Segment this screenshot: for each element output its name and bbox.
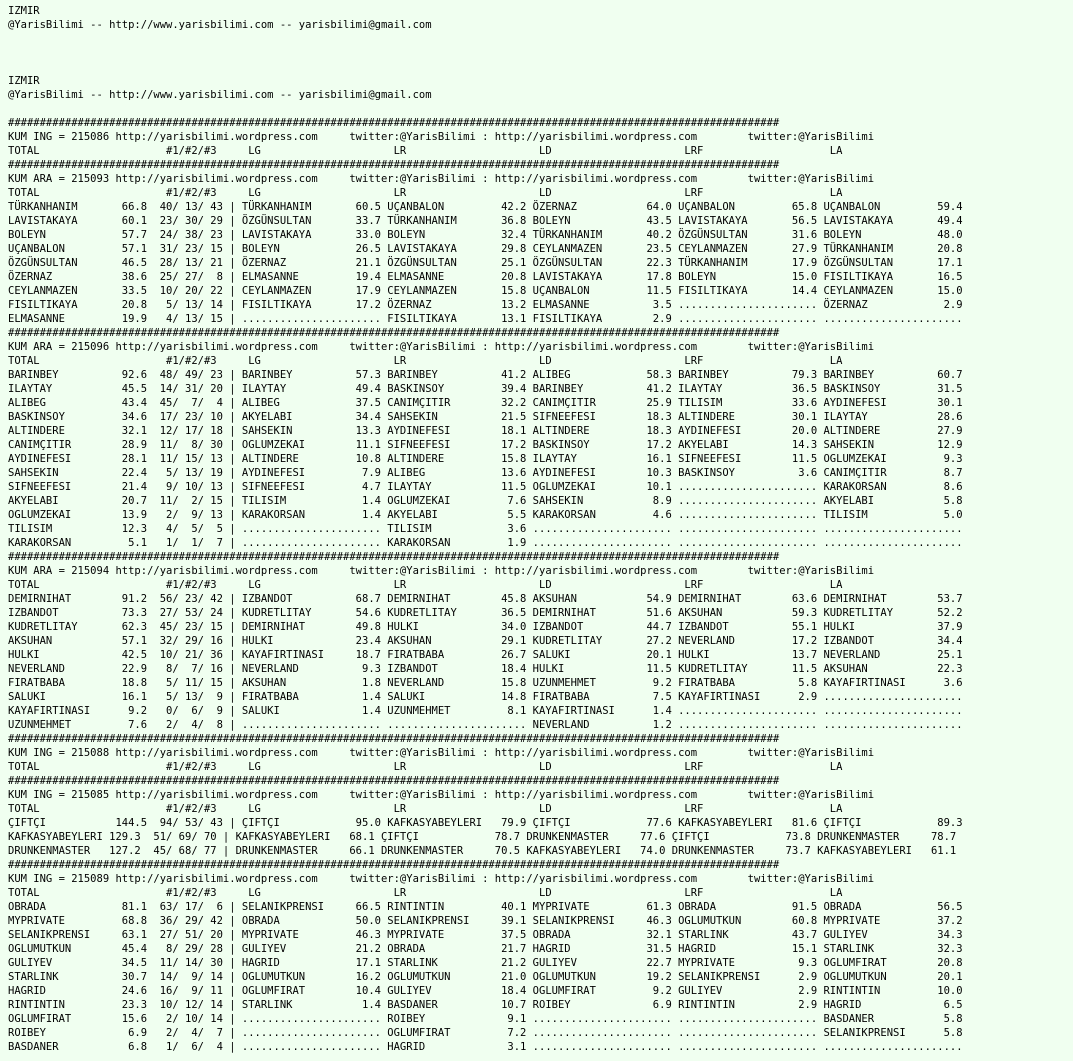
text-line: ÖZGÜNSULTAN 46.5 28/ 13/ 21 | ÖZERNAZ 21.1 ÖZGÜNSULTAN 25.1 ÖZGÜNSULTAN 22.3 TÜRKANHANIM 17.9 ÖZGÜNSULTAN 17.1	[8, 257, 963, 269]
text-line: ALIBEG 43.4 45/ 7/ 4 | ALIBEG 37.5 CANIMÇITIR 32.2 CANIMÇITIR 25.9 TILISIM 33.6 AYDINEFESI 30.1	[8, 397, 963, 409]
text-line: ROIBEY 6.9 2/ 4/ 7 | ...................... OGLUMFIRAT 7.2 ...................... ...................... SELANIKPRENSI 5.8	[8, 1027, 963, 1039]
text-line: ##########################################################################################################################	[8, 117, 780, 129]
text-line	[8, 32, 1073, 46]
text-line: OGLUMZEKAI 13.9 2/ 9/ 13 | KARAKORSAN 1.4 AKYELABI 5.5 KARAKORSAN 4.6 ...................... TILISIM 5.0	[8, 509, 963, 521]
text-line: TILISIM 12.3 4/ 5/ 5 | ...................... TILISIM 3.6 ...................... ...................... ......................	[8, 523, 963, 535]
text-line: OGLUMUTKUN 45.4 8/ 29/ 28 | GULIYEV 21.2 OBRADA 21.7 HAGRID 31.5 HAGRID 15.1 STARLINK 32.3	[8, 943, 963, 955]
text-line: RINTINTIN 23.3 10/ 12/ 14 | STARLINK 1.4 BASDANER 10.7 ROIBEY 6.9 RINTINTIN 2.9 HAGRID 6.5	[8, 999, 963, 1011]
text-line: BASKINSOY 34.6 17/ 23/ 10 | AKYELABI 34.4 SAHSEKIN 21.5 SIFNEEFESI 18.3 ALTINDERE 30.1 ILAYTAY 28.6	[8, 411, 963, 423]
text-line: @YarisBilimi -- http://www.yarisbilimi.com -- yarisbilimi@gmail.com	[8, 89, 432, 101]
text-line: TOTAL #1/#2/#3 LG LR LD LRF LA	[8, 187, 843, 199]
text-line: LAVISTAKAYA 60.1 23/ 30/ 29 | ÖZGÜNSULTAN 33.7 TÜRKANHANIM 36.8 BOLEYN 43.5 LAVISTAKAYA 56.5 LAVISTAKAYA 49.4	[8, 215, 963, 227]
text-line: KUM ING = 215085 http://yarisbilimi.wordpress.com twitter:@YarisBilimi : http://yarisbilimi.wordpress.com twitter:@YarisBilimi	[8, 789, 875, 801]
text-line: FISILTIKAYA 20.8 5/ 13/ 14 | FISILTIKAYA 17.2 ÖZERNAZ 13.2 ELMASANNE 3.5 ...................... ÖZERNAZ 2.9	[8, 299, 963, 311]
text-line: KUM ARA = 215096 http://yarisbilimi.wordpress.com twitter:@YarisBilimi : http://yarisbilimi.wordpress.com twitter:@YarisBilimi	[8, 341, 875, 353]
text-line: SAHSEKIN 22.4 5/ 13/ 19 | AYDINEFESI 7.9 ALIBEG 13.6 AYDINEFESI 10.3 BASKINSOY 3.6 CANIMÇITIR 8.7	[8, 467, 963, 479]
text-line	[8, 60, 1073, 74]
text-line: SIFNEEFESI 21.4 9/ 10/ 13 | SIFNEEFESI 4.7 ILAYTAY 11.5 OGLUMZEKAI 10.1 ...................... KARAKORSAN 8.6	[8, 481, 963, 493]
text-line: ELMASANNE 19.9 4/ 13/ 15 | ...................... FISILTIKAYA 13.1 FISILTIKAYA 2.9 ...................... ......................	[8, 313, 963, 325]
text-line: DRUNKENMASTER 127.2 45/ 68/ 77 | DRUNKENMASTER 66.1 DRUNKENMASTER 70.5 KAFKASYABEYLERI 74.0 DRUNKENMASTER 73.7 KAFKASYABEYLERI 61.1	[8, 845, 957, 857]
text-line: SALUKI 16.1 5/ 13/ 9 | FIRATBABA 1.4 SALUKI 14.8 FIRATBABA 7.5 KAYAFIRTINASI 2.9 ......................	[8, 691, 963, 703]
text-line: GULIYEV 34.5 11/ 14/ 30 | HAGRID 17.1 STARLINK 21.2 GULIYEV 22.7 MYPRIVATE 9.3 OGLUMFIRAT 20.8	[8, 957, 963, 969]
text-line: KAFKASYABEYLERI 129.3 51/ 69/ 70 | KAFKASYABEYLERI 68.1 ÇIFTÇI 78.7 DRUNKENMASTER 77.6 ÇIFTÇI 73.8 DRUNKENMASTER 78.7	[8, 831, 957, 843]
text-line: KAYAFIRTINASI 9.2 0/ 6/ 9 | SALUKI 1.4 UZUNMEHMET 8.1 KAYAFIRTINASI 1.4 ...................... ......................	[8, 705, 963, 717]
text-line	[8, 46, 1073, 60]
text-line: STARLINK 30.7 14/ 9/ 14 | OGLUMUTKUN 16.2 OGLUMUTKUN 21.0 OGLUMUTKUN 19.2 SELANIKPRENSI 2.9 OGLUMUTKUN 20.1	[8, 971, 963, 983]
text-line: BARINBEY 92.6 48/ 49/ 23 | BARINBEY 57.3 BARINBEY 41.2 ALIBEG 58.3 BARINBEY 79.3 BARINBEY 60.7	[8, 369, 963, 381]
text-line: ##########################################################################################################################	[8, 327, 780, 339]
text-line: TOTAL #1/#2/#3 LG LR LD LRF LA	[8, 803, 843, 815]
text-line: TÜRKANHANIM 66.8 40/ 13/ 43 | TÜRKANHANIM 60.5 UÇANBALON 42.2 ÖZERNAZ 64.0 UÇANBALON 65.8 UÇANBALON 59.4	[8, 201, 963, 213]
text-line: BOLEYN 57.7 24/ 38/ 23 | LAVISTAKAYA 33.0 BOLEYN 32.4 TÜRKANHANIM 40.2 ÖZGÜNSULTAN 31.6 BOLEYN 48.0	[8, 229, 963, 241]
text-line: ##########################################################################################################################	[8, 551, 780, 563]
text-line: OGLUMFIRAT 15.6 2/ 10/ 14 | ...................... ROIBEY 9.1 ...................... ...................... BASDANER 5.8	[8, 1013, 963, 1025]
text-line: IZMIR	[8, 5, 40, 17]
text-line: ##########################################################################################################################	[8, 859, 780, 871]
text-line: HAGRID 24.6 16/ 9/ 11 | OGLUMFIRAT 10.4 GULIYEV 18.4 OGLUMFIRAT 9.2 GULIYEV 2.9 RINTINTIN 10.0	[8, 985, 963, 997]
text-line: ÇIFTÇI 144.5 94/ 53/ 43 | ÇIFTÇI 95.0 KAFKASYABEYLERI 79.9 ÇIFTÇI 77.6 KAFKASYABEYLERI 81.6 ÇIFTÇI 89.3	[8, 817, 963, 829]
text-line: ##########################################################################################################################	[8, 775, 780, 787]
text-line: AKYELABI 20.7 11/ 2/ 15 | TILISIM 1.4 OGLUMZEKAI 7.6 SAHSEKIN 8.9 ...................... AKYELABI 5.8	[8, 495, 963, 507]
text-line: TOTAL #1/#2/#3 LG LR LD LRF LA	[8, 355, 843, 367]
text-line: MYPRIVATE 68.8 36/ 29/ 42 | OBRADA 50.0 SELANIKPRENSI 39.1 SELANIKPRENSI 46.3 OGLUMUTKUN 60.8 MYPRIVATE 37.2	[8, 915, 963, 927]
text-line: BASDANER 6.8 1/ 6/ 4 | ...................... HAGRID 3.1 ...................... ...................... ......................	[8, 1041, 963, 1053]
text-line: ÖZERNAZ 38.6 25/ 27/ 8 | ELMASANNE 19.4 ELMASANNE 20.8 LAVISTAKAYA 17.8 BOLEYN 15.0 FISILTIKAYA 16.5	[8, 271, 963, 283]
text-line: KUM ING = 215086 http://yarisbilimi.wordpress.com twitter:@YarisBilimi : http://yarisbilimi.wordpress.com twitter:@YarisBilimi	[8, 131, 875, 143]
text-line: ##########################################################################################################################	[8, 733, 780, 745]
text-line: TOTAL #1/#2/#3 LG LR LD LRF LA	[8, 145, 843, 157]
text-line: KUM ARA = 215093 http://yarisbilimi.wordpress.com twitter:@YarisBilimi : http://yarisbilimi.wordpress.com twitter:@YarisBilimi	[8, 173, 875, 185]
text-line: @YarisBilimi -- http://www.yarisbilimi.com -- yarisbilimi@gmail.com	[8, 19, 432, 31]
text-line: TOTAL #1/#2/#3 LG LR LD LRF LA	[8, 579, 843, 591]
text-line: TOTAL #1/#2/#3 LG LR LD LRF LA	[8, 761, 843, 773]
text-line: CEYLANMAZEN 33.5 10/ 20/ 22 | CEYLANMAZEN 17.9 CEYLANMAZEN 15.8 UÇANBALON 11.5 FISILTIKAYA 14.4 CEYLANMAZEN 15.0	[8, 285, 963, 297]
text-line: SELANIKPRENSI 63.1 27/ 51/ 20 | MYPRIVATE 46.3 MYPRIVATE 37.5 OBRADA 32.1 STARLINK 43.7 GULIYEV 34.3	[8, 929, 963, 941]
text-line: OBRADA 81.1 63/ 17/ 6 | SELANIKPRENSI 66.5 RINTINTIN 40.1 MYPRIVATE 61.3 OBRADA 91.5 OBRADA 56.5	[8, 901, 963, 913]
text-line: KARAKORSAN 5.1 1/ 1/ 7 | ...................... KARAKORSAN 1.9 ...................... ...................... ......................	[8, 537, 963, 549]
text-line: KUM ING = 215089 http://yarisbilimi.wordpress.com twitter:@YarisBilimi : http://yarisbilimi.wordpress.com twitter:@YarisBilimi	[8, 873, 875, 885]
text-line: AYDINEFESI 28.1 11/ 15/ 13 | ALTINDERE 10.8 ALTINDERE 15.8 ILAYTAY 16.1 SIFNEEFESI 11.5 OGLUMZEKAI 9.3	[8, 453, 963, 465]
text-line: DEMIRNIHAT 91.2 56/ 23/ 42 | IZBANDOT 68.7 DEMIRNIHAT 45.8 AKSUHAN 54.9 DEMIRNIHAT 63.6 DEMIRNIHAT 53.7	[8, 593, 963, 605]
text-line: KUM ING = 215088 http://yarisbilimi.wordpress.com twitter:@YarisBilimi : http://yarisbilimi.wordpress.com twitter:@YarisBilimi	[8, 747, 875, 759]
text-line: FIRATBABA 18.8 5/ 11/ 15 | AKSUHAN 1.8 NEVERLAND 15.8 UZUNMEHMET 9.2 FIRATBABA 5.8 KAYAFIRTINASI 3.6	[8, 677, 963, 689]
text-line: UÇANBALON 57.1 31/ 23/ 15 | BOLEYN 26.5 LAVISTAKAYA 29.8 CEYLANMAZEN 23.5 CEYLANMAZEN 27.9 TÜRKANHANIM 20.8	[8, 243, 963, 255]
text-line: TOTAL #1/#2/#3 LG LR LD LRF LA	[8, 887, 843, 899]
text-line: NEVERLAND 22.9 8/ 7/ 16 | NEVERLAND 9.3 IZBANDOT 18.4 HULKI 11.5 KUDRETLITAY 11.5 AKSUHAN 22.3	[8, 663, 963, 675]
text-line: ALTINDERE 32.1 12/ 17/ 18 | SAHSEKIN 13.3 AYDINEFESI 18.1 ALTINDERE 18.3 AYDINEFESI 20.0 ALTINDERE 27.9	[8, 425, 963, 437]
text-line: AKSUHAN 57.1 32/ 29/ 16 | HULKI 23.4 AKSUHAN 29.1 KUDRETLITAY 27.2 NEVERLAND 17.2 IZBANDOT 34.4	[8, 635, 963, 647]
text-line: IZMIR	[8, 75, 40, 87]
text-line	[8, 102, 1073, 116]
text-line: UZUNMEHMET 7.6 2/ 4/ 8 | ...................... ...................... NEVERLAND 1.2 ...................... ......................	[8, 719, 963, 731]
text-line: ILAYTAY 45.5 14/ 31/ 20 | ILAYTAY 49.4 BASKINSOY 39.4 BARINBEY 41.2 ILAYTAY 36.5 BASKINSOY 31.5	[8, 383, 963, 395]
text-line: IZBANDOT 73.3 27/ 53/ 24 | KUDRETLITAY 54.6 KUDRETLITAY 36.5 DEMIRNIHAT 51.6 AKSUHAN 59.3 KUDRETLITAY 52.2	[8, 607, 963, 619]
text-line: ##########################################################################################################################	[8, 159, 780, 171]
text-line: KUDRETLITAY 62.3 45/ 23/ 15 | DEMIRNIHAT 49.8 HULKI 34.0 IZBANDOT 44.7 IZBANDOT 55.1 HULKI 37.9	[8, 621, 963, 633]
text-line: KUM ARA = 215094 http://yarisbilimi.wordpress.com twitter:@YarisBilimi : http://yarisbilimi.wordpress.com twitter:@YarisBilimi	[8, 565, 875, 577]
text-line: CANIMÇITIR 28.9 11/ 8/ 30 | OGLUMZEKAI 11.1 SIFNEEFESI 17.2 BASKINSOY 17.2 AKYELABI 14.3 SAHSEKIN 12.9	[8, 439, 963, 451]
text-line: HULKI 42.5 10/ 21/ 36 | KAYAFIRTINASI 18.7 FIRATBABA 26.7 SALUKI 20.1 HULKI 13.7 NEVERLAND 25.1	[8, 649, 963, 661]
